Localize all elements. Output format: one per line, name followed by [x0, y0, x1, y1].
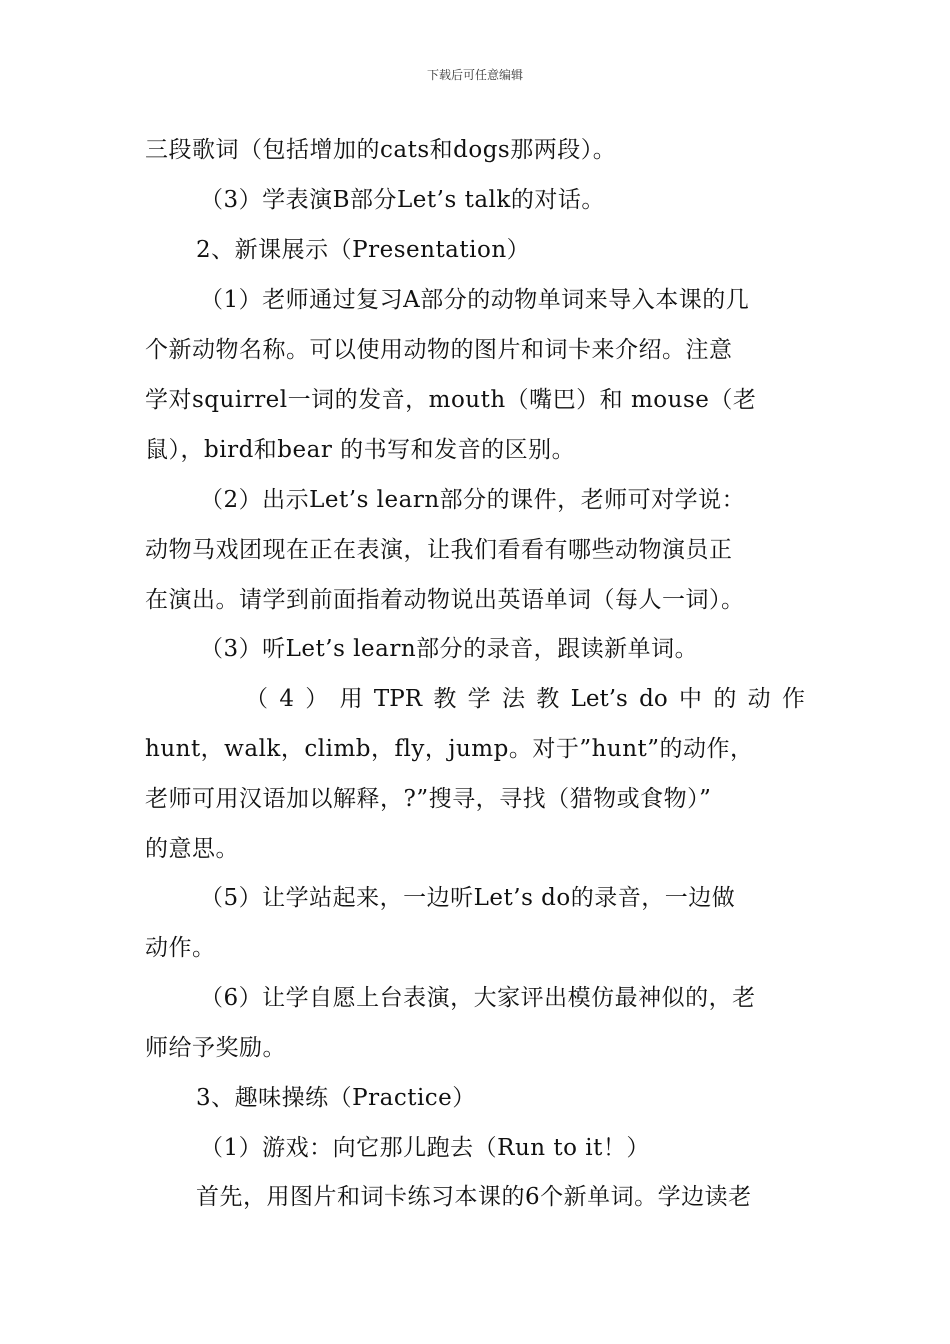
- text-line: （5）让学站起来，一边听Let’s do的录音，一边做: [200, 885, 736, 911]
- text-line: 个新动物名称。可以使用动物的图片和词卡来介绍。注意: [145, 337, 733, 363]
- word: 用: [339, 686, 363, 712]
- text-line: （3）学表演B部分Let’s talk的对话。: [200, 187, 605, 213]
- text-line: 学对squirrel一词的发音，mouth（嘴巴）和 mouse（老: [145, 387, 757, 413]
- text-line: （1）游戏：向它那儿跑去（Run to it！）: [200, 1135, 650, 1161]
- text-line: hunt，walk，climb，fly，jump。对于”hunt”的动作，: [145, 736, 754, 762]
- text-line: 动物马戏团现在正在表演，让我们看看有哪些动物演员正: [145, 537, 733, 563]
- word: 教: [433, 686, 457, 712]
- text-line: 三段歌词（包括增加的cats和dogs那两段）。: [145, 137, 617, 163]
- text-line: 2、新课展示（Presentation）: [196, 237, 531, 263]
- word: 动: [747, 686, 771, 712]
- word: 作: [781, 686, 805, 712]
- word: 4: [279, 686, 294, 712]
- word: do: [639, 686, 668, 712]
- text-line: 的意思。: [145, 836, 239, 862]
- word: 教: [536, 686, 560, 712]
- text-line: 老师可用汉语加以解释，?”搜寻，寻找（猎物或食物）”: [145, 786, 712, 812]
- word: 的: [713, 686, 737, 712]
- text-line: （3）听Let’s learn部分的录音，跟读新单词。: [200, 636, 699, 662]
- word: （: [245, 686, 268, 712]
- justified-text-line: [245, 684, 805, 714]
- word: TPR: [373, 686, 423, 712]
- text-line: 师给予奖励。: [145, 1035, 286, 1061]
- text-line: 鼠），bird和bear 的书写和发音的区别。: [145, 437, 576, 463]
- word: 法: [501, 686, 525, 712]
- text-line: 动作。: [145, 935, 216, 961]
- word: Let’s: [570, 686, 628, 712]
- page-header: 下载后可任意编辑: [426, 68, 523, 82]
- word: ）: [305, 686, 329, 712]
- text-line: （2）出示Let’s learn部分的课件，老师可对学说：: [200, 487, 746, 513]
- text-line: 3、趣味操练（Practice）: [196, 1085, 476, 1111]
- text-line: （6）让学自愿上台表演，大家评出模仿最神似的，老: [200, 985, 756, 1011]
- word: 学: [467, 686, 491, 712]
- text-line: （1）老师通过复习A部分的动物单词来导入本课的几: [200, 287, 750, 313]
- text-line: 在演出。请学到前面指着动物说出英语单词（每人一词）。: [145, 587, 745, 613]
- word: 中: [679, 686, 703, 712]
- text-line: 首先，用图片和词卡练习本课的6个新单词。学边读老: [196, 1184, 752, 1210]
